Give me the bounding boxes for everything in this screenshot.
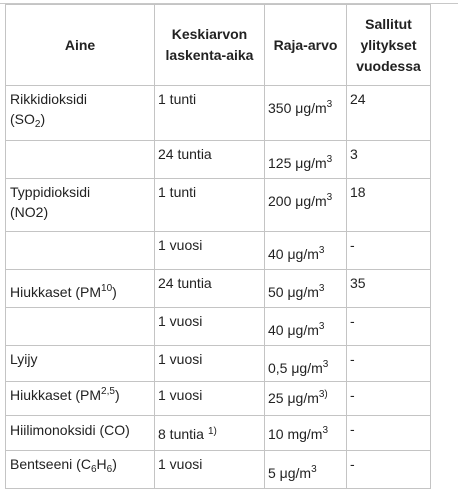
substance-cell — [6, 308, 155, 346]
exceedance-cell: - — [347, 382, 431, 416]
period-cell: 24 tuntia — [155, 141, 265, 179]
substance-cell: Rikkidioksidi $(SO_2)$ — [6, 86, 155, 141]
limit-cell: 5 $\mu g/m^3$ — [265, 451, 347, 489]
header-limit-value: Raja-arvo — [265, 5, 347, 86]
exceedance-cell: 18 — [347, 179, 431, 232]
period-cell: 1 vuosi — [155, 232, 265, 270]
table-row — [6, 86, 431, 141]
exceedance-cell: - — [347, 416, 431, 451]
substance-cell — [6, 141, 155, 179]
exceedance-cell: 24 — [347, 86, 431, 141]
limit-cell: 125 $\mu g/m^3$ — [265, 141, 347, 179]
limit-cell: 10 $mg/m^3$ — [265, 416, 347, 451]
air-quality-limit-table — [5, 4, 431, 489]
exceedance-cell: - — [347, 346, 431, 382]
limit-cell: 200 $\mu g/m^3$ — [265, 179, 347, 232]
exceedance-cell: 3 — [347, 141, 431, 179]
table-row — [6, 179, 431, 232]
period-cell: 1 vuosi — [155, 382, 265, 416]
exceedance-cell: - — [347, 451, 431, 489]
period-cell: 8 tuntia $^{1)}$ — [155, 416, 265, 451]
header-averaging-period: Keskiarvon laskenta-aika — [155, 5, 265, 86]
substance-cell: Hiilimonoksidi (CO) — [6, 416, 155, 451]
limit-cell: 50 $\mu g/m^3$ — [265, 270, 347, 308]
header-substance: Aine — [6, 5, 155, 86]
limit-cell: 350 $\mu g/m^3$ — [265, 86, 347, 141]
period-cell: 1 tunti — [155, 179, 265, 232]
substance-cell: Typpidioksidi (NO2) — [6, 179, 155, 232]
period-cell: 1 tunti — [155, 86, 265, 141]
substance-cell: Lyijy — [6, 346, 155, 382]
table-row — [6, 382, 431, 416]
limit-cell: 0,5 $\mu g/m^3$ — [265, 346, 347, 382]
table-row — [6, 270, 431, 308]
table-row — [6, 416, 431, 451]
header-allowed-exceedances: Sallitut ylitykset vuodessa — [347, 5, 431, 86]
exceedance-cell: - — [347, 232, 431, 270]
table-header-row — [6, 5, 431, 86]
table-row — [6, 141, 431, 179]
period-cell: 24 tuntia — [155, 270, 265, 308]
table-row — [6, 232, 431, 270]
table-row — [6, 308, 431, 346]
period-cell: 1 vuosi — [155, 346, 265, 382]
limit-cell: 40 $\mu g/m^3$ — [265, 232, 347, 270]
period-cell: 1 vuosi — [155, 451, 265, 489]
substance-cell: Hiukkaset (PM$^{10}$) — [6, 270, 155, 308]
substance-cell — [6, 232, 155, 270]
limit-cell: 25 $\mu g/m^{3)}$ — [265, 382, 347, 416]
table-row — [6, 346, 431, 382]
period-cell: 1 vuosi — [155, 308, 265, 346]
exceedance-cell: - — [347, 308, 431, 346]
substance-cell: Bentseeni $(C_6H_6)$ — [6, 451, 155, 489]
limit-cell: 40 $\mu g/m^3$ — [265, 308, 347, 346]
exceedance-cell: 35 — [347, 270, 431, 308]
substance-cell: Hiukkaset (PM$^{2,5}$) — [6, 382, 155, 416]
table-row — [6, 451, 431, 489]
